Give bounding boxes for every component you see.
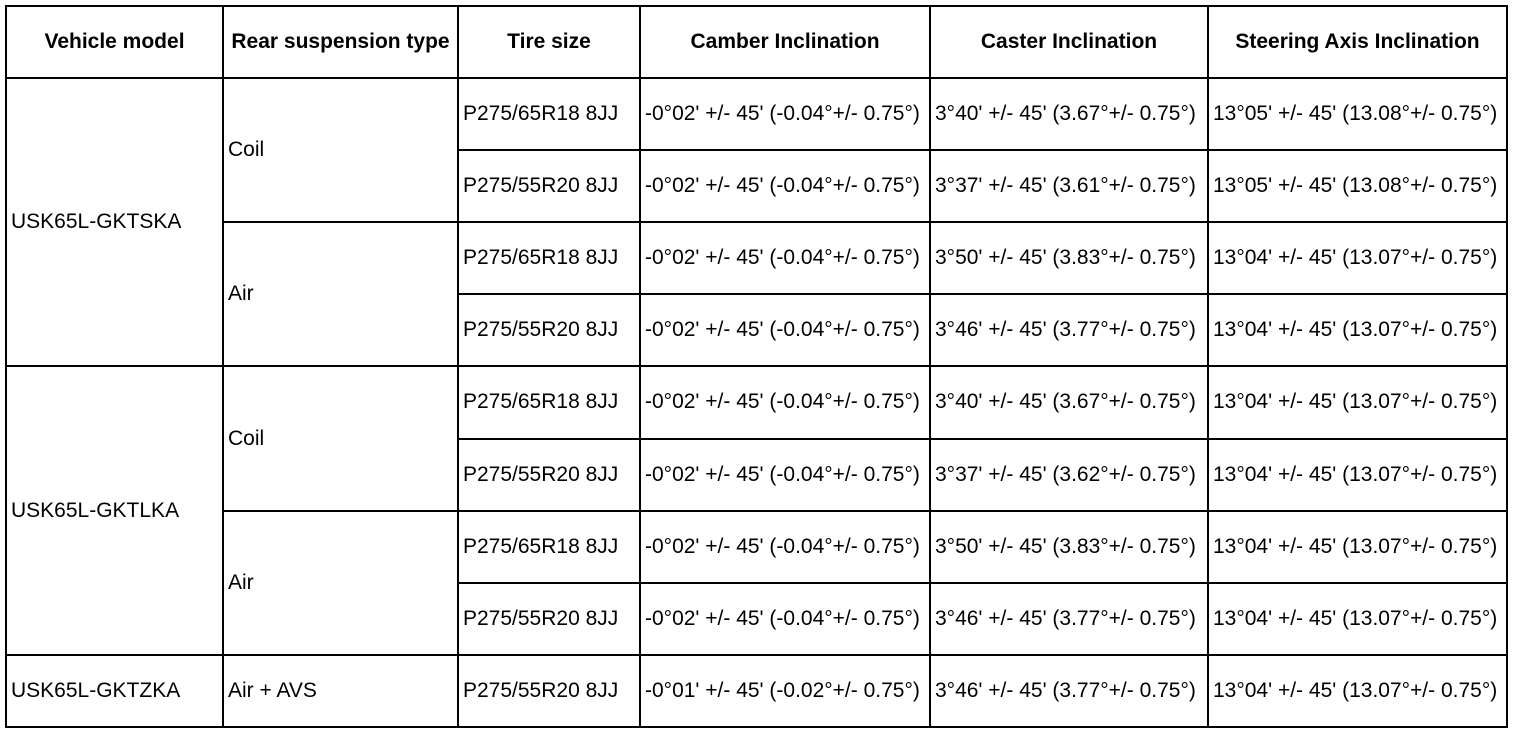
table-row [6,511,1507,583]
camber-cell: -0°01' +/- 45' (-0.02°+/- 0.75°) [640,655,930,727]
caster-cell: 3°37' +/- 45' (3.62°+/- 0.75°) [930,439,1208,511]
camber-cell: -0°02' +/- 45' (-0.04°+/- 0.75°) [640,222,930,294]
caster-cell: 3°37' +/- 45' (3.61°+/- 0.75°) [930,150,1208,222]
table-row [6,222,1507,294]
steering-axis-cell: 13°04' +/- 45' (13.07°+/- 0.75°) [1208,583,1507,655]
alignment-spec-table [5,5,1508,728]
header-row [6,6,1507,78]
header-tire-size: Tire size [458,6,640,78]
rear-suspension-cell: Coil [223,78,458,222]
rear-suspension-cell: Air [223,222,458,366]
rear-suspension-cell: Air + AVS [223,655,458,727]
caster-cell: 3°50' +/- 45' (3.83°+/- 0.75°) [930,511,1208,583]
camber-cell: -0°02' +/- 45' (-0.04°+/- 0.75°) [640,78,930,150]
caster-cell: 3°46' +/- 45' (3.77°+/- 0.75°) [930,294,1208,366]
caster-cell: 3°46' +/- 45' (3.77°+/- 0.75°) [930,655,1208,727]
tire-size-cell: P275/55R20 8JJ [458,655,640,727]
caster-cell: 3°40' +/- 45' (3.67°+/- 0.75°) [930,78,1208,150]
tire-size-cell: P275/55R20 8JJ [458,294,640,366]
header-camber-inclination: Camber Inclination [640,6,930,78]
caster-cell: 3°50' +/- 45' (3.83°+/- 0.75°) [930,222,1208,294]
table-row [6,78,1507,150]
camber-cell: -0°02' +/- 45' (-0.04°+/- 0.75°) [640,583,930,655]
steering-axis-cell: 13°04' +/- 45' (13.07°+/- 0.75°) [1208,511,1507,583]
tire-size-cell: P275/55R20 8JJ [458,583,640,655]
vehicle-model-cell: USK65L-GKTLKA [6,366,223,654]
tire-size-cell: P275/65R18 8JJ [458,222,640,294]
rear-suspension-cell: Coil [223,366,458,510]
steering-axis-cell: 13°05' +/- 45' (13.08°+/- 0.75°) [1208,150,1507,222]
header-steering-axis-inclination: Steering Axis Inclination [1208,6,1507,78]
table-row [6,366,1507,438]
camber-cell: -0°02' +/- 45' (-0.04°+/- 0.75°) [640,439,930,511]
steering-axis-cell: 13°04' +/- 45' (13.07°+/- 0.75°) [1208,655,1507,727]
vehicle-model-cell: USK65L-GKTZKA [6,655,223,727]
header-vehicle-model: Vehicle model [6,6,223,78]
tire-size-cell: P275/65R18 8JJ [458,78,640,150]
steering-axis-cell: 13°04' +/- 45' (13.07°+/- 0.75°) [1208,366,1507,438]
rear-suspension-cell: Air [223,511,458,655]
steering-axis-cell: 13°04' +/- 45' (13.07°+/- 0.75°) [1208,439,1507,511]
steering-axis-cell: 13°05' +/- 45' (13.08°+/- 0.75°) [1208,78,1507,150]
camber-cell: -0°02' +/- 45' (-0.04°+/- 0.75°) [640,366,930,438]
camber-cell: -0°02' +/- 45' (-0.04°+/- 0.75°) [640,150,930,222]
table-body [6,78,1507,727]
camber-cell: -0°02' +/- 45' (-0.04°+/- 0.75°) [640,511,930,583]
steering-axis-cell: 13°04' +/- 45' (13.07°+/- 0.75°) [1208,222,1507,294]
vehicle-model-cell: USK65L-GKTSKA [6,78,223,366]
caster-cell: 3°40' +/- 45' (3.67°+/- 0.75°) [930,366,1208,438]
camber-cell: -0°02' +/- 45' (-0.04°+/- 0.75°) [640,294,930,366]
tire-size-cell: P275/55R20 8JJ [458,439,640,511]
steering-axis-cell: 13°04' +/- 45' (13.07°+/- 0.75°) [1208,294,1507,366]
tire-size-cell: P275/65R18 8JJ [458,366,640,438]
header-rear-suspension-type: Rear suspension type [223,6,458,78]
caster-cell: 3°46' +/- 45' (3.77°+/- 0.75°) [930,583,1208,655]
table-row [6,655,1507,727]
header-caster-inclination: Caster Inclination [930,6,1208,78]
tire-size-cell: P275/65R18 8JJ [458,511,640,583]
tire-size-cell: P275/55R20 8JJ [458,150,640,222]
